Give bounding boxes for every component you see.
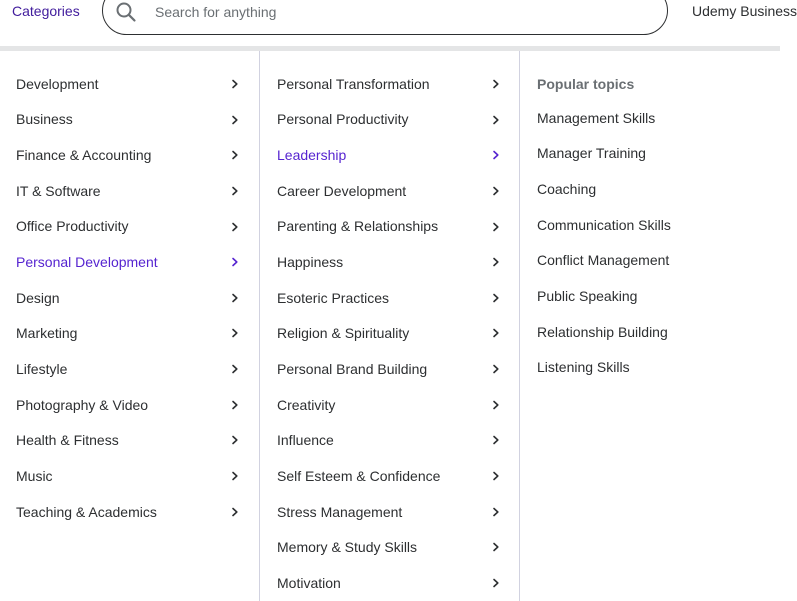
- chevron-right-icon: [491, 257, 501, 267]
- chevron-right-icon: [491, 150, 501, 160]
- category-item-label: Teaching & Academics: [16, 503, 157, 520]
- popular-topic-link[interactable]: Communication Skills: [537, 216, 671, 233]
- category-item[interactable]: [0, 280, 259, 316]
- chevron-right-icon: [230, 222, 240, 232]
- chevron-right-icon: [491, 364, 501, 374]
- subcategory-item-label: Esoteric Practices: [277, 289, 390, 306]
- search-icon[interactable]: [115, 1, 137, 23]
- subcategory-item[interactable]: [261, 66, 519, 102]
- subcategory-item[interactable]: [261, 351, 519, 387]
- chevron-right-icon: [230, 293, 240, 303]
- subcategory-item[interactable]: [261, 565, 519, 601]
- chevron-right-icon: [491, 471, 501, 481]
- category-item[interactable]: [0, 102, 259, 138]
- chevron-right-icon: [230, 400, 240, 410]
- popular-topic-link[interactable]: Listening Skills: [537, 359, 630, 376]
- chevron-right-icon: [491, 115, 501, 125]
- category-item-label: Office Productivity: [16, 218, 129, 235]
- categories-link[interactable]: Categories: [12, 3, 80, 19]
- category-item-label: Photography & Video: [16, 396, 149, 413]
- subcategory-item-label: Motivation: [277, 574, 341, 591]
- udemy-business-link[interactable]: Udemy Business: [692, 3, 797, 19]
- chevron-right-icon: [491, 328, 501, 338]
- popular-topics-column: [521, 51, 780, 601]
- subcategory-item-label: Self Esteem & Confidence: [277, 467, 441, 484]
- subcategory-item[interactable]: [261, 458, 519, 494]
- chevron-right-icon: [491, 507, 501, 517]
- category-item[interactable]: [0, 458, 259, 494]
- categories-column: [0, 51, 260, 601]
- popular-topics-heading: Popular topics: [537, 76, 635, 92]
- subcategory-item-label: Personal Transformation: [277, 75, 430, 92]
- chevron-right-icon: [230, 471, 240, 481]
- category-item-label: Marketing: [16, 325, 78, 342]
- category-item-label: Finance & Accounting: [16, 147, 152, 164]
- popular-topic-link[interactable]: Manager Training: [537, 145, 646, 162]
- subcategory-item[interactable]: [261, 315, 519, 351]
- subcategory-item[interactable]: [261, 422, 519, 458]
- subcategory-item-label: Religion & Spirituality: [277, 325, 410, 342]
- subcategory-item-label: Leadership: [277, 147, 347, 164]
- category-item-label: Design: [16, 289, 60, 306]
- popular-topic-link[interactable]: Management Skills: [537, 109, 656, 126]
- chevron-right-icon: [230, 328, 240, 338]
- category-item[interactable]: [0, 315, 259, 351]
- category-item-label: Development: [16, 75, 99, 92]
- subcategory-item[interactable]: [261, 102, 519, 138]
- subcategory-item[interactable]: [261, 137, 519, 173]
- category-item[interactable]: [0, 494, 259, 530]
- chevron-right-icon: [230, 79, 240, 89]
- chevron-right-icon: [230, 115, 240, 125]
- subcategory-item-label: Career Development: [277, 182, 407, 199]
- chevron-right-icon: [230, 364, 240, 374]
- subcategories-column: [261, 51, 520, 601]
- category-item[interactable]: [0, 351, 259, 387]
- chevron-right-icon: [230, 257, 240, 267]
- chevron-right-icon: [491, 400, 501, 410]
- subcategory-item-label: Influence: [277, 432, 334, 449]
- chevron-right-icon: [230, 435, 240, 445]
- category-item[interactable]: [0, 387, 259, 423]
- category-item-label: Personal Development: [16, 254, 158, 271]
- subcategory-item-label: Parenting & Relationships: [277, 218, 439, 235]
- popular-topic-link[interactable]: Relationship Building: [537, 323, 668, 340]
- category-item-label: Lifestyle: [16, 360, 68, 377]
- subcategory-item[interactable]: [261, 494, 519, 530]
- category-item-label: Music: [16, 467, 53, 484]
- subcategory-item-label: Stress Management: [277, 503, 403, 520]
- subcategory-item-label: Personal Productivity: [277, 111, 409, 128]
- subcategory-item[interactable]: [261, 280, 519, 316]
- chevron-right-icon: [491, 79, 501, 89]
- category-item[interactable]: [0, 209, 259, 245]
- category-item-label: Business: [16, 111, 73, 128]
- chevron-right-icon: [491, 186, 501, 196]
- chevron-right-icon: [230, 186, 240, 196]
- category-item[interactable]: [0, 66, 259, 102]
- subcategory-item[interactable]: [261, 173, 519, 209]
- chevron-right-icon: [491, 435, 501, 445]
- subcategory-item[interactable]: [261, 244, 519, 280]
- subcategory-item[interactable]: [261, 209, 519, 245]
- category-item[interactable]: [0, 173, 259, 209]
- chevron-right-icon: [491, 293, 501, 303]
- category-item[interactable]: [0, 137, 259, 173]
- subcategory-item[interactable]: [261, 387, 519, 423]
- category-item[interactable]: [0, 422, 259, 458]
- chevron-right-icon: [491, 222, 501, 232]
- popular-topic-link[interactable]: Coaching: [537, 181, 597, 198]
- subcategories-list: [261, 51, 519, 601]
- chevron-right-icon: [491, 542, 501, 552]
- subcategory-item-label: Memory & Study Skills: [277, 539, 418, 556]
- chevron-right-icon: [491, 578, 501, 588]
- subcategory-item[interactable]: [261, 529, 519, 565]
- popular-topic-link[interactable]: Public Speaking: [537, 288, 638, 305]
- search-input[interactable]: [155, 2, 635, 22]
- category-item[interactable]: [0, 244, 259, 280]
- popular-topic-link[interactable]: Conflict Management: [537, 252, 670, 269]
- popular-topics-list: [521, 100, 780, 385]
- subcategory-item-label: Happiness: [277, 254, 344, 271]
- top-header: [0, 0, 797, 46]
- category-item-label: Health & Fitness: [16, 432, 119, 449]
- chevron-right-icon: [230, 507, 240, 517]
- chevron-right-icon: [230, 150, 240, 160]
- subcategory-item-label: Creativity: [277, 396, 336, 413]
- categories-list: [0, 51, 259, 529]
- category-item-label: IT & Software: [16, 182, 101, 199]
- subcategory-item-label: Personal Brand Building: [277, 360, 428, 377]
